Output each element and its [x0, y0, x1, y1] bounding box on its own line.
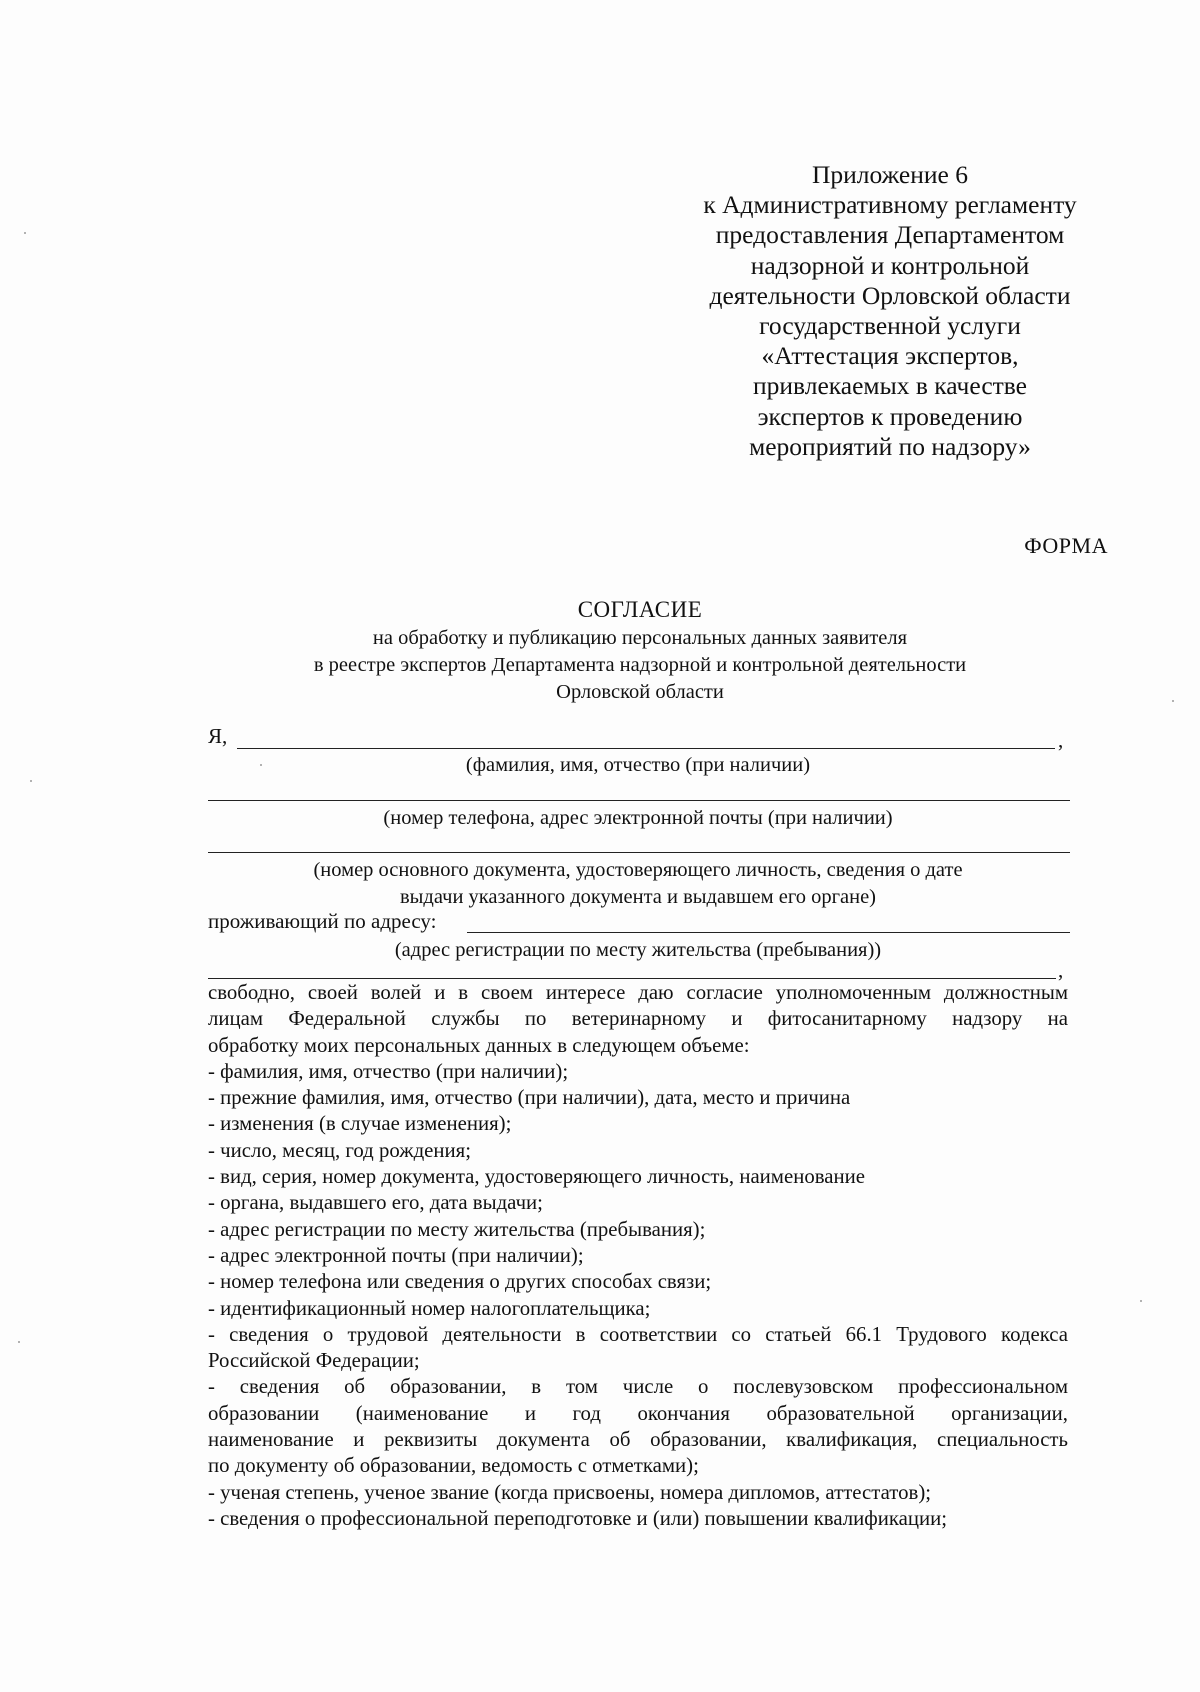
list-item: наименование и реквизиты документа об образовании, квалификация, специальность	[208, 1428, 1068, 1452]
scan-speck	[18, 1341, 20, 1343]
appendix-header	[690, 160, 1090, 462]
appendix-line: экспертов к проведению	[757, 401, 1023, 431]
list-item: - прежние фамилия, имя, отчество (при наличии), дата, место и причина	[208, 1086, 851, 1110]
list-item: образовании (наименование и год окончания образовательной организации,	[208, 1401, 1068, 1425]
form-label: ФОРМА	[1024, 533, 1108, 558]
list-item: - сведения об образовании, в том числе о послевузовском профессиональном	[208, 1375, 1068, 1399]
scan-speck	[260, 764, 262, 766]
list-item: - адрес электронной почты (при наличии);	[208, 1243, 584, 1267]
caption-document-line: (номер основного документа, удостоверяющего личность, сведения о дате	[313, 859, 963, 881]
list-item: - число, месяц, год рождения;	[208, 1138, 472, 1162]
appendix-line: мероприятий по надзору»	[749, 431, 1031, 461]
consent-body	[208, 980, 1068, 1532]
caption-fio: (фамилия, имя, отчество (при наличии)	[465, 754, 811, 776]
appendix-line: предоставления Департаментом	[715, 220, 1065, 250]
caption-phone: (номер телефона, адрес электронной почты (при наличии)	[383, 807, 893, 829]
list-item: - вид, серия, номер документа, удостоверяющего личность, наименование	[208, 1165, 865, 1189]
appendix-line: «Аттестация экспертов,	[761, 341, 1019, 371]
phone-email-input-line[interactable]	[208, 800, 1070, 801]
list-item: - ученая степень, ученое звание (когда присвоены, номера дипломов, аттестатов);	[208, 1480, 932, 1504]
fio-comma: ,	[1058, 728, 1064, 752]
body-line: лицам Федеральной службы по ветеринарному и фитосанитарному надзору на	[208, 1007, 1068, 1031]
scan-speck	[24, 232, 26, 234]
body-line: обработку моих персональных данных в следующем объеме:	[208, 1033, 750, 1057]
list-item: Российской Федерации;	[208, 1349, 420, 1373]
list-item: - идентификационный номер налогоплательщика;	[208, 1296, 651, 1320]
caption-document-line: выдачи указанного документа и выдавшем его органе)	[399, 886, 877, 908]
list-item: - сведения о профессиональной переподготовке и (или) повышении квалификации;	[208, 1506, 948, 1530]
title-main: СОГЛАСИЕ	[577, 597, 703, 622]
scan-speck	[30, 780, 32, 782]
address-comma: ,	[1058, 958, 1064, 982]
address-input-line[interactable]	[467, 932, 1070, 933]
scan-speck	[1172, 700, 1174, 702]
ya-prefix: Я,	[208, 724, 228, 748]
scan-speck	[1140, 1300, 1142, 1302]
list-item: по документу об образовании, ведомость с отметками);	[208, 1454, 699, 1478]
address-continuation-line[interactable]	[208, 978, 1056, 979]
appendix-line: привлекаемых в качестве	[753, 371, 1027, 401]
list-item: - органа, выдавшего его, дата выдачи;	[208, 1191, 543, 1215]
document-title	[210, 595, 1070, 706]
appendix-line: деятельности Орловской области	[709, 280, 1071, 310]
appendix-line: государственной услуги	[759, 311, 1021, 341]
address-prefix: проживающий по адресу:	[208, 909, 437, 933]
body-line: свободно, своей волей и в своем интересе даю согласие уполномоченным должностным	[208, 981, 1068, 1004]
title-line: Орловской области	[556, 681, 724, 703]
list-item: - изменения (в случае изменения);	[208, 1112, 512, 1136]
caption-document	[208, 857, 1068, 911]
list-item: - номер телефона или сведения о других способах связи;	[208, 1270, 712, 1294]
title-line: в реестре экспертов Департамента надзорной и контрольной деятельности	[313, 654, 967, 676]
document-input-line[interactable]	[208, 852, 1070, 853]
appendix-line: Приложение 6	[812, 160, 968, 189]
list-item: - сведения о трудовой деятельности в соответствии со статьей 66.1 Трудового кодекса	[208, 1322, 1068, 1346]
appendix-line: к Административному регламенту	[703, 190, 1077, 220]
caption-address: (адрес регистрации по месту жительства (пребывания))	[394, 939, 882, 961]
title-line: на обработку и публикацию персональных данных заявителя	[372, 627, 908, 649]
appendix-line: надзорной и контрольной	[750, 250, 1030, 280]
list-item: - адрес регистрации по месту жительства (пребывания);	[208, 1217, 706, 1241]
list-item: - фамилия, имя, отчество (при наличии);	[208, 1059, 569, 1083]
fio-input-line[interactable]	[237, 748, 1055, 749]
